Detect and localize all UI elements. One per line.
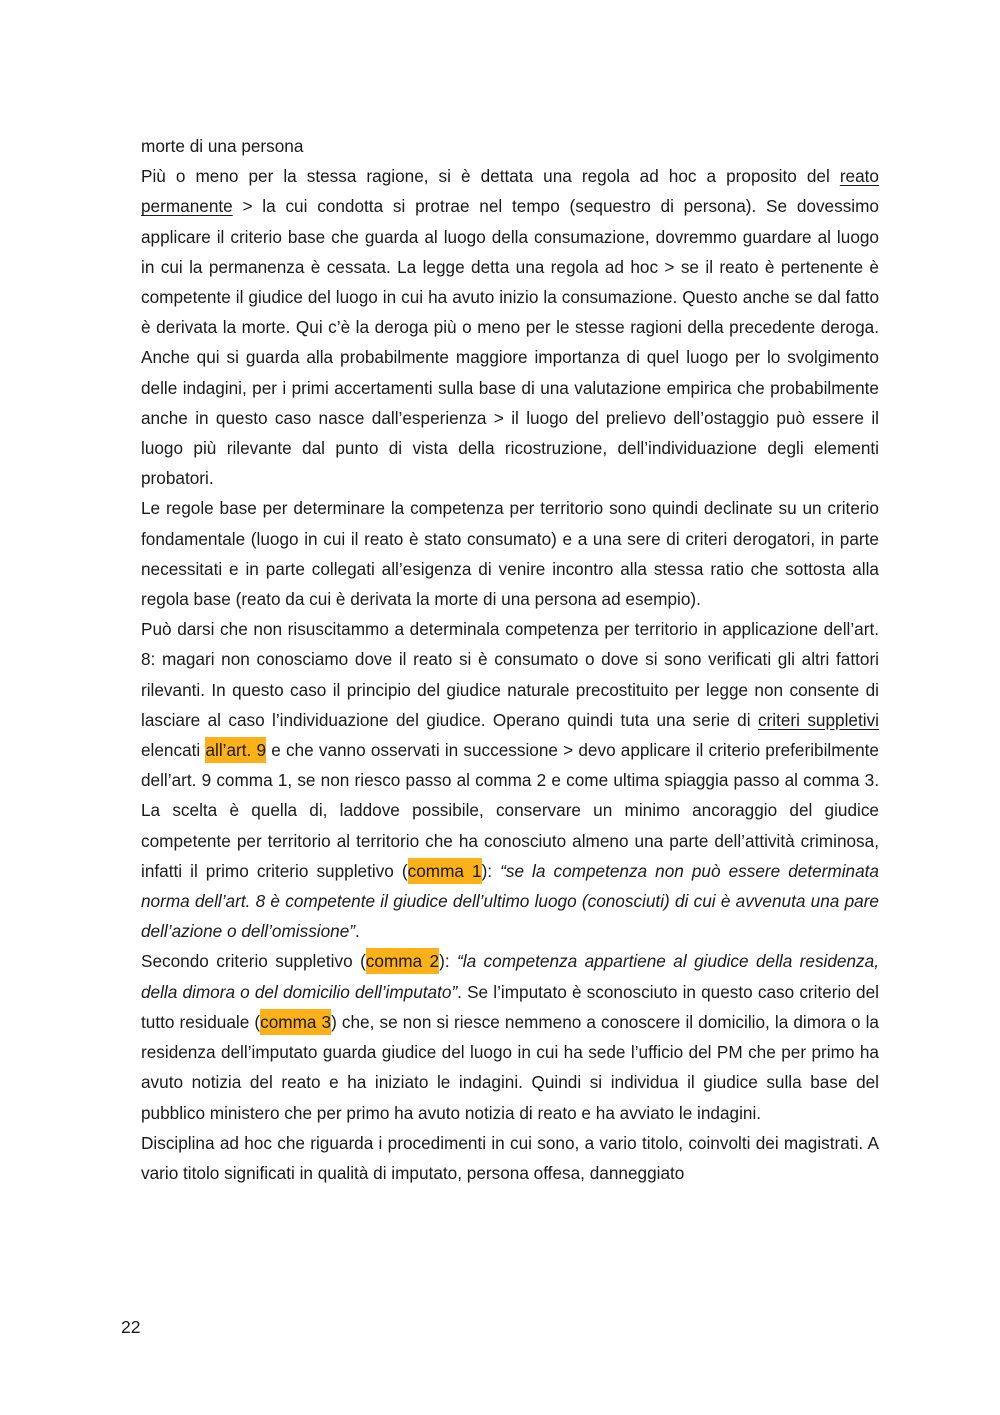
paragraph-1: morte di una persona — [141, 136, 304, 156]
quote-comma-2: “la competenza appartiene al giudice della residenza, della dimora o del domicilio dell’imputato” — [141, 951, 879, 1002]
document-body — [141, 131, 879, 1188]
highlight-comma-1: comma 1 — [408, 858, 482, 884]
highlight-art-9: all’art. 9 — [205, 737, 266, 763]
paragraph-3: Le regole base per determinare la competenza per territorio sono quindi declinate su un criterio fondamentale (luogo in cui il reato è stato consumato) e a una sere di criteri derogatori, in parte necessitati e in parte collegati all’esigenza di venire incontro alla stessa ratio che sottosta alla regola base (reato da cui è derivata la morte di una persona ad esempio). — [141, 498, 879, 610]
paragraph-5: Secondo criterio suppletivo (comma 2): “la competenza appartiene al giudice della residenza, della dimora o del domicilio dell’imputato”. Se l’imputato è sconosciuto in questo caso criterio del tutto residuale (comma 3) che, se non si riesce nemmeno a conoscere il domicilio, la dimora o la residenza dell’imputato guarda giudice del luogo in cui ha sede l’ufficio del PM che per primo ha avuto notizia del reato e ha iniziato le indagini. Quindi si individua il giudice sulla base del pubblico ministero che per primo ha avuto notizia di reato e ha avviato le indagini. — [141, 946, 879, 1127]
paragraph-2: Più o meno per la stessa ragione, si è dettata una regola ad hoc a proposito del reato permanente > la cui condotta si protrae nel tempo (sequestro di persona). Se dovessimo applicare il criterio base che guarda al luogo della consumazione, dovremmo guardare al luogo in cui la permanenza è cessata. La legge detta una regola ad hoc > se il reato è pertenente è competente il giudice del luogo in cui ha avuto inizio la consumazione. Questo anche se dal fatto è derivata la morte. Qui c’è la deroga più o meno per le stesse ragioni della precedente deroga. Anche qui si guarda alla probabilmente maggiore importanza di quel luogo per lo svolgimento delle indagini, per i primi accertamenti sulla base di una valutazione empirica che probabilmente anche in questo caso nasce dall’esperienza > il luogo del prelievo dell’ostaggio può essere il luogo più rilevante dal punto di vista della ricostruzione, dell’individuazione degli elementi probatori. — [141, 166, 879, 489]
underlined-term-criteri-suppletivi: criteri suppletivi — [757, 709, 879, 730]
paragraph-6: Disciplina ad hoc che riguarda i procedimenti in cui sono, a vario titolo, coinvolti dei magistrati. A vario titolo significati in qualità di imputato, persona offesa, danneggiato — [141, 1132, 879, 1183]
page-number: 22 — [121, 1317, 141, 1337]
highlight-comma-2: comma 2 — [366, 948, 439, 974]
underlined-term-reato-permanente: reato permanente — [141, 166, 879, 217]
quote-comma-1: “se la competenza non può essere determinata norma dell’art. 8 è competente il giudice dell’ultimo luogo (conosciuti) di cui è avvenuta una pare dell’azione o dell’omissione” — [141, 860, 879, 942]
highlight-comma-3: comma 3 — [260, 1009, 331, 1035]
paragraph-4: Può darsi che non risuscitammo a determinala competenza per territorio in applicazione dell’art. 8: magari non conosciamo dove il reato si è consumato o dove si sono verificati gli altri fattori rilevanti. In questo caso il principio del giudice naturale precostituito per legge non consente di lasciare al caso l’individuazione del giudice. Operano quindi tuta una serie di criteri suppletivi elencati all’art. 9 e che vanno osservati in successione > devo applicare il criterio preferibilmente dell’art. 9 comma 1, se non riesco passo al comma 2 e come ultima spiaggia passo al comma 3. La scelta è quella di, laddove possibile, conservare un minimo ancoraggio del giudice competente per territorio al territorio che ha conosciuto almeno una parte dell’attività criminosa, infatti il primo criterio suppletivo (comma 1): “se la competenza non può essere determinata norma dell’art. 8 è competente il giudice dell’ultimo luogo (conosciuti) di cui è avvenuta una pare dell’azione o dell’omissione”. — [141, 619, 879, 942]
